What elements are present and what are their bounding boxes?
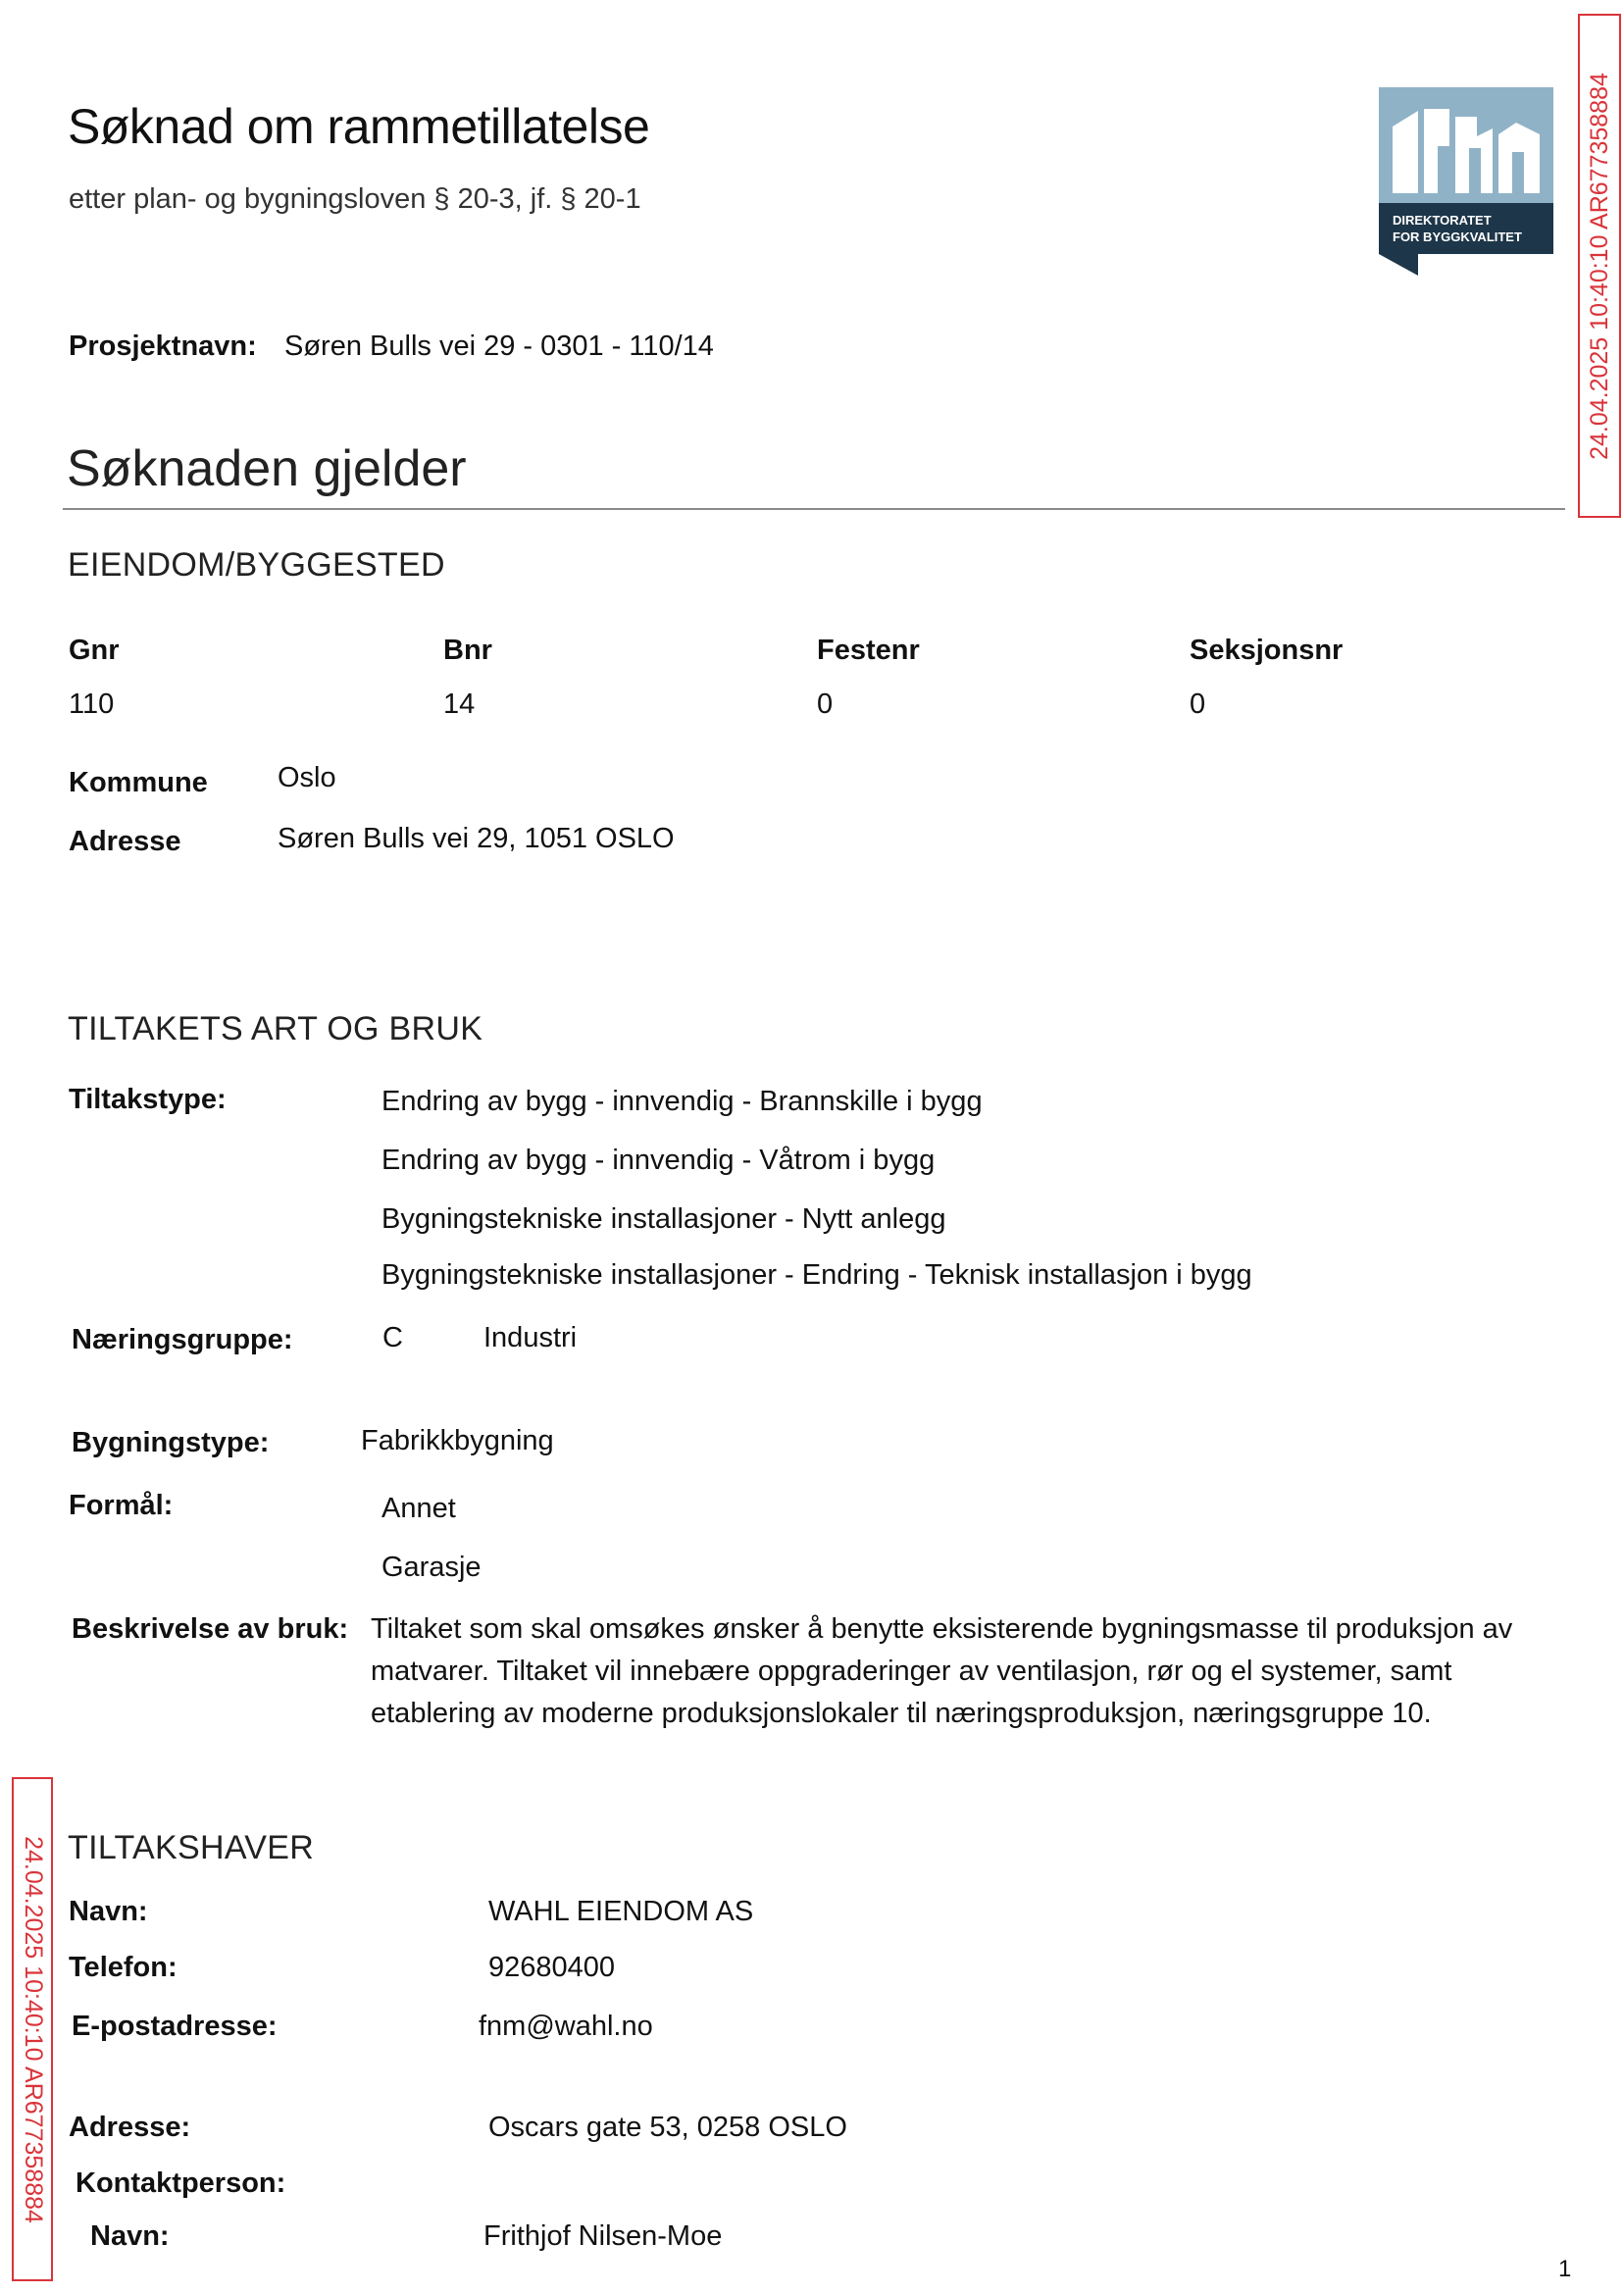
formal-item: Garasje [381,1552,482,1583]
page-number: 1 [1558,2256,1572,2282]
tiltakshaver-heading: TILTAKSHAVER [68,1829,315,1866]
seksjonsnr-value: 0 [1190,688,1206,720]
kommune-value: Oslo [278,762,336,793]
timestamp-stamp-bottom [12,1777,53,2281]
section-divider [63,508,1565,510]
seksjonsnr-label: Seksjonsnr [1190,635,1344,666]
tiltakstype-item: Bygningstekniske installasjoner - Endring - Teknisk installasjon i bygg [381,1259,1252,1291]
beskrivelse-label: Beskrivelse av bruk: [72,1613,349,1645]
project-name-label: Prosjektnavn: [69,331,257,362]
tiltakshaver-adresse-label: Adresse: [69,2112,191,2143]
adresse-label: Adresse [69,826,181,857]
project-name-value: Søren Bulls vei 29 - 0301 - 110/14 [284,331,714,362]
document-title: Søknad om rammetillatelse [68,99,650,154]
naeringsgruppe-code: C [382,1322,403,1353]
eiendom-heading: EIENDOM/BYGGESTED [68,546,445,584]
tiltakstype-item: Endring av bygg - innvendig - Våtrom i bygg [381,1145,936,1176]
beskrivelse-value: Tiltaket som skal omsøkes ønsker å benytte eksisterende bygningsmasse til produksjon av matvarer. Tiltaket vil innebære oppgraderinger av ventilasjon, rør og el systemer, samt etablering av moderne produksjonslokaler til næringsproduksjon, næringsgruppe 10. [371,1613,1513,1729]
tiltakshaver-navn-value: WAHL EIENDOM AS [488,1896,754,1927]
tiltakshaver-adresse-value: Oscars gate 53, 0258 OSLO [488,2112,847,2143]
tiltakshaver-navn-label: Navn: [69,1896,148,1927]
bygningstype-label: Bygningstype: [72,1427,270,1458]
formal-item: Annet [381,1493,456,1524]
epost-value: fnm@wahl.no [479,2011,653,2042]
bnr-value: 14 [443,688,476,720]
tiltak-heading: TILTAKETS ART OG BRUK [68,1010,483,1047]
logo-text-line2: FOR BYGGKVALITET [1393,229,1522,244]
bygningstype-value: Fabrikkbygning [361,1425,554,1456]
tiltakstype-item: Endring av bygg - innvendig - Brannskille i bygg [381,1086,983,1117]
festenr-value: 0 [817,688,834,720]
stamp-text: 24.04.2025 10:40:10 AR677358884 [19,1835,47,2223]
tiltakstype-label: Tiltakstype: [69,1084,227,1115]
festenr-label: Festenr [817,635,920,666]
formal-label: Formål: [69,1490,174,1521]
telefon-value: 92680400 [488,1952,616,1983]
naeringsgruppe-label: Næringsgruppe: [72,1324,293,1355]
timestamp-stamp-top [1578,14,1621,518]
gnr-value: 110 [69,688,115,720]
dibk-logo-icon [1379,87,1553,276]
telefon-label: Telefon: [69,1952,178,1983]
kontakt-navn-label: Navn: [90,2220,170,2252]
kontakt-navn-value: Frithjof Nilsen-Moe [483,2220,723,2252]
section-title: Søknaden gjelder [67,440,467,497]
adresse-value: Søren Bulls vei 29, 1051 OSLO [278,823,675,854]
kontaktperson-label: Kontaktperson: [76,2167,286,2199]
bnr-label: Bnr [443,635,492,666]
epost-label: E-postadresse: [72,2011,278,2042]
tiltakstype-item: Bygningstekniske installasjoner - Nytt anlegg [381,1203,946,1235]
kommune-label: Kommune [69,767,208,798]
naeringsgruppe-name: Industri [483,1322,578,1353]
dibk-logo [1379,87,1553,276]
logo-text-line1: DIREKTORATET [1393,213,1492,228]
stamp-text: 24.04.2025 10:40:10 AR677358884 [1585,72,1613,460]
document-subtitle: etter plan- og bygningsloven § 20-3, jf. § 20-1 [69,183,641,215]
gnr-label: Gnr [69,635,120,666]
